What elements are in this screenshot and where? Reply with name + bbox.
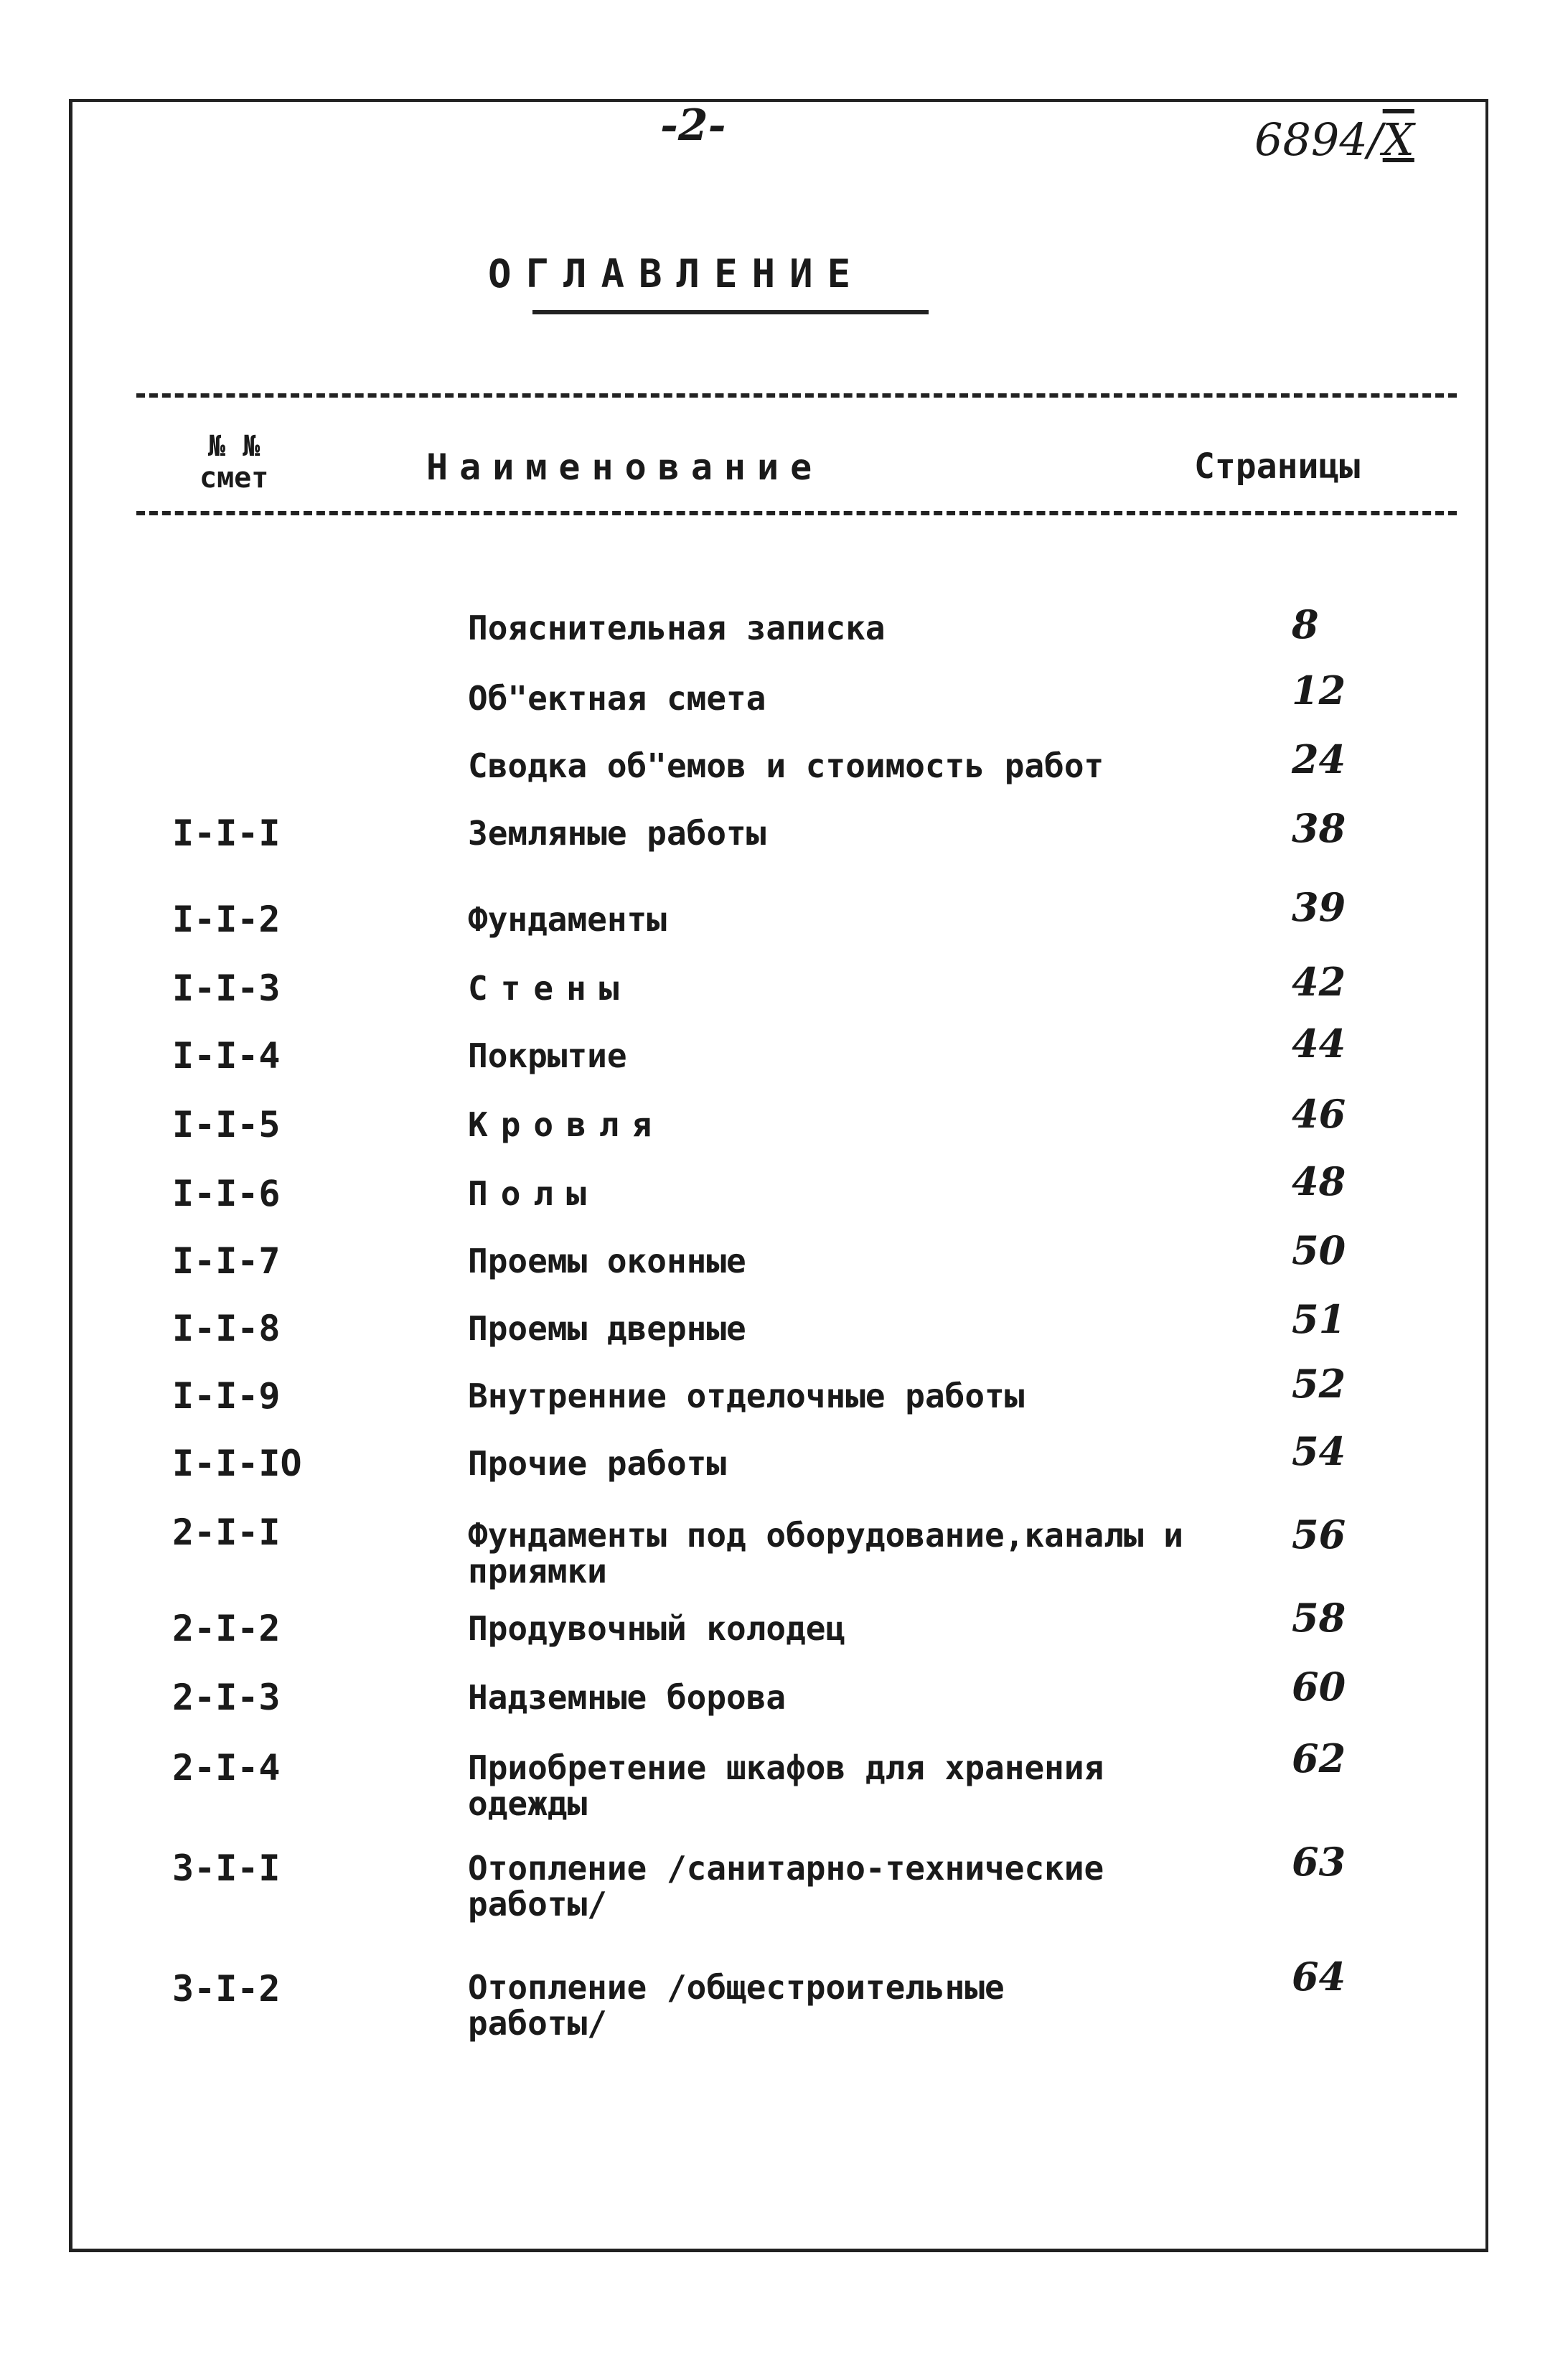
row-page: 51 [1292, 1296, 1346, 1342]
row-code: I-I-4 [172, 1035, 281, 1077]
row-name: Проемы оконные [468, 1242, 746, 1280]
row-name: Фундаменты [468, 900, 667, 939]
row-page: 62 [1292, 1735, 1346, 1781]
row-code: 2-I-I [172, 1512, 281, 1553]
row-page: 48 [1292, 1158, 1346, 1204]
row-name: Об"ектная смета [468, 679, 766, 718]
row-page: 54 [1292, 1428, 1346, 1474]
row-page: 12 [1292, 667, 1346, 713]
page-number: -2- [660, 100, 726, 151]
row-code: I-I-6 [172, 1173, 281, 1214]
row-page: 58 [1292, 1595, 1346, 1641]
row-name: Внутренние отделочные работы [468, 1377, 1025, 1415]
document-code-roman: X [1382, 113, 1414, 166]
row-page: 42 [1292, 959, 1346, 1005]
row-name: Стены [468, 969, 632, 1008]
row-page: 52 [1292, 1361, 1346, 1407]
row-name: Сводка об"емов и стоимость работ [468, 746, 1104, 785]
row-name: Кровля [468, 1105, 665, 1144]
row-code: I-I-IO [172, 1443, 302, 1484]
row-name: Надземные борова [468, 1678, 787, 1717]
row-name: Продувочный колодец [468, 1609, 846, 1648]
row-code: I-I-I [172, 812, 281, 854]
row-code: 2-I-4 [172, 1747, 281, 1789]
row-code: I-I-5 [172, 1104, 281, 1145]
column-header-number-line2: смет [199, 461, 269, 495]
row-code: I-I-2 [172, 899, 281, 940]
row-name: Покрытие [468, 1036, 627, 1075]
row-page: 24 [1292, 736, 1346, 782]
row-page: 39 [1292, 884, 1346, 930]
row-name: Прочие работы [468, 1444, 727, 1483]
row-page: 50 [1292, 1227, 1346, 1273]
row-name: Проемы дверные [468, 1309, 746, 1348]
column-header-number [199, 431, 268, 494]
row-page: 44 [1292, 1021, 1346, 1067]
row-page: 46 [1292, 1091, 1346, 1137]
row-name: Отопление /санитарно-технические работы/ [468, 1849, 1104, 1923]
column-header-number-line1: № № [208, 430, 260, 463]
page-title: ОГЛАВЛЕНИЕ [488, 251, 865, 296]
row-code: 2-I-3 [172, 1677, 281, 1718]
row-code: 3-I-2 [172, 1968, 281, 2010]
row-name: Фундаменты под оборудование,каналы и приямки [468, 1516, 1183, 1590]
row-page: 38 [1292, 805, 1346, 851]
row-code: 2-I-2 [172, 1608, 281, 1649]
header-bottom-divider [136, 511, 1457, 515]
row-name: Пояснительная записка [468, 609, 886, 647]
row-code: I-I-7 [172, 1240, 281, 1282]
row-page: 8 [1292, 601, 1319, 647]
row-page: 60 [1292, 1664, 1346, 1710]
document-code [1254, 113, 1414, 166]
row-name: Приобретение шкафов для хранения одежды [468, 1748, 1104, 1823]
row-code: I-I-3 [172, 967, 281, 1009]
row-page: 56 [1292, 1512, 1346, 1557]
row-code: I-I-8 [172, 1308, 281, 1349]
row-code: I-I-9 [172, 1375, 281, 1417]
column-header-pages: Страницы [1194, 446, 1361, 487]
row-page: 63 [1292, 1839, 1346, 1885]
header-top-divider [136, 393, 1457, 398]
row-name: Отопление /общестроительные работы/ [468, 1968, 1005, 2043]
row-name: Полы [468, 1174, 599, 1213]
row-page: 64 [1292, 1954, 1346, 2000]
row-code: 3-I-I [172, 1847, 281, 1889]
column-header-name: Наименование [426, 446, 824, 488]
document-code-main: 6894/ [1254, 113, 1383, 166]
title-underline [532, 310, 929, 314]
row-name: Земляные работы [468, 814, 766, 853]
